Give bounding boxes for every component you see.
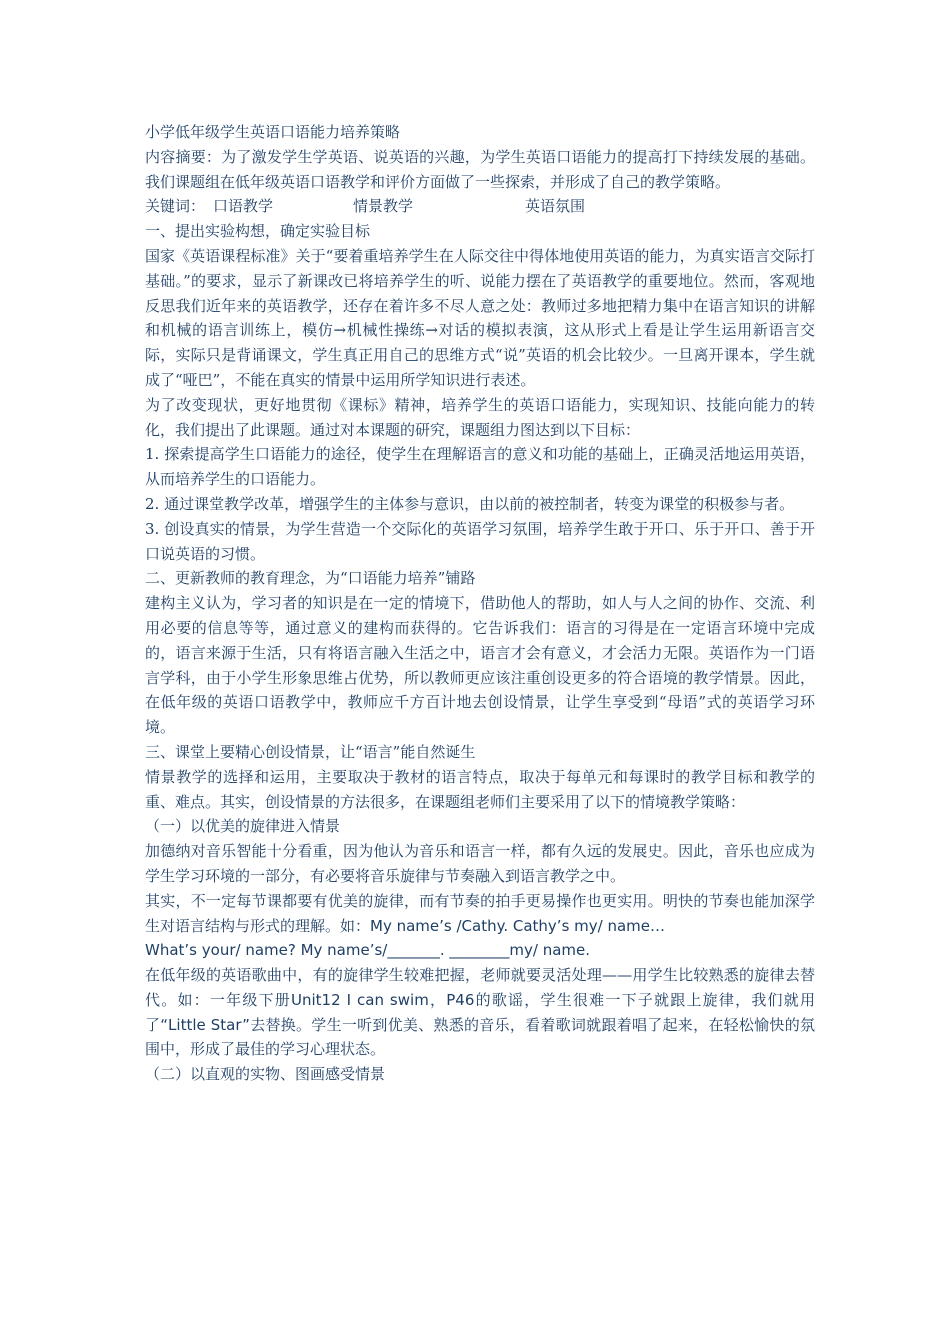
document-title: 小学低年级学生英语口语能力培养策略 xyxy=(145,123,401,141)
goal-item: 1. 探索提高学生口语能力的途径，使学生在理解语言的意义和功能的基础上，正确灵活地运用英语，从而培养学生的口语能力。 xyxy=(145,445,815,489)
subsection-heading: （一）以优美的旋律进入情景 xyxy=(145,817,341,836)
body-paragraph: 国家《英语课程标准》关于“要着重培养学生在人际交往中得体地使用英语的能力，为真实语言交际打基础。”的要求，显示了新课改已将培养学生的听、说能力摆在了英语教学的重要地位。然而，客观地反思我们近年来的英语教学，还存在着许多不尽人意之处：教师过多地把精力集中在语言知识的讲解和机械的语言训练上，模仿→机械性操练→对话的模拟表演，这从形式上看是让学生运用新语言交际，实际只是背诵课文，学生真正用自己的思维方式“说”英语的机会比较少。一旦离开课本，学生就成了“哑巴”，不能在真实的情景中运用所学知识进行表述。 xyxy=(145,246,815,389)
body-paragraph xyxy=(145,889,815,939)
keyword-item: 情景教学 xyxy=(353,197,414,216)
body-paragraph: 情景教学的选择和运用，主要取决于教材的语言特点，取决于每单元和每课时的教学目标和教学的重、难点。其实，创设情景的方法很多，在课题组老师们主要采用了以下的情境教学策略： xyxy=(145,767,815,811)
document-page xyxy=(145,120,815,1087)
body-paragraph xyxy=(145,963,815,1062)
paragraph-text: 去替换。学生一听到优美、熟悉的音乐，看着歌词就跟着唱了起来，在轻松愉快的氛围中，形成了最佳的学习心理状态。 xyxy=(145,1015,815,1059)
body-paragraph: 为了改变现状，更好地贯彻《课标》精神，培养学生的英语口语能力，实现知识、技能向能力的转化，我们提出了此课题。通过对本课题的研究，课题组力图达到以下目标： xyxy=(145,395,815,439)
keyword-item: 口语教学 xyxy=(213,197,274,216)
english-term: “Little Star” xyxy=(160,1015,250,1034)
keywords-line xyxy=(145,194,815,219)
goal-item: 3. 创设真实的情景，为学生营造一个交际化的英语学习氛围，培养学生敢于开口、乐于开口、善于开口说英语的习惯。 xyxy=(145,519,815,563)
subsection-heading: （二）以直观的实物、图画感受情景 xyxy=(145,1065,386,1084)
keyword-item: 英语氛围 xyxy=(525,197,586,216)
paragraph-text: 其实，不一定每节课都要有优美的旋律，而有节奏的拍手更易操作也更实用。明快的节奏也能加深学生对语言结构与形式的理解。如： xyxy=(145,891,815,935)
section-heading: 二、更新教师的教育理念，为“口语能力培养”铺路 xyxy=(145,569,476,588)
section-heading: 一、提出实验构想，确定实验目标 xyxy=(145,222,371,241)
goal-item: 2. 通过课堂教学改革，增强学生的主体参与意识，由以前的被控制者，转变为课堂的积极参与者。 xyxy=(145,494,795,513)
english-example: My name’s /Cathy. Cathy’s my/ name… xyxy=(370,916,666,935)
abstract-paragraph: 内容摘要：为了激发学生学英语、说英语的兴趣，为学生英语口语能力的提高打下持续发展的基础。我们课题组在低年级英语口语教学和评价方面做了一些探索，并形成了自己的教学策略。 xyxy=(145,147,815,191)
english-term: Unit12 I can swim，P46 xyxy=(290,990,475,1009)
body-paragraph: 建构主义认为，学习者的知识是在一定的情境下，借助他人的帮助，如人与人之间的协作、交流、利用必要的信息等等，通过意义的建构而获得的。它告诉我们：语言的习得是在一定语言环境中完成的，语言来源于生活，只有将语言融入生活之中，语言才会有意义，才会活力无限。英语作为一门语言学科，由于小学生形象思维占优势，所以教师更应该注重创设更多的符合语境的教学情景。因此，在低年级的英语口语教学中，教师应千方百计地去创设情景，让学生享受到“母语”式的英语学习环境。 xyxy=(145,594,815,737)
section-heading: 三、课堂上要精心创设情景，让“语言”能自然诞生 xyxy=(145,742,476,761)
keywords-label: 关键词： xyxy=(145,197,206,216)
body-paragraph: 加德纳对音乐智能十分看重，因为他认为音乐和语言一样，都有久远的发展史。因此，音乐也应成为学生学习环境的一部分，有必要将音乐旋律与节奏融入到语言教学之中。 xyxy=(145,842,815,885)
english-example: What’s your/ name? My name’s/_______. ________my/ name. xyxy=(145,941,590,960)
paragraph-text: 的歌谣，学生很难一下子就跟上旋律，我们就用了 xyxy=(145,990,815,1034)
paragraph-text: 在低年级的英语歌曲中，有的旋律学生较难把握，老师就要灵活处理——用学生比较熟悉的旋律去替代。如：一年级下册 xyxy=(145,966,815,1009)
